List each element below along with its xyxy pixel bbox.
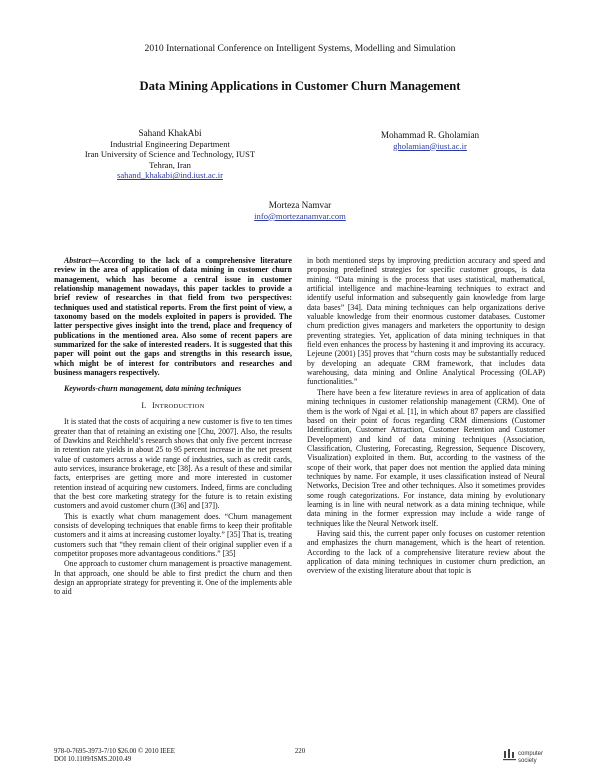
left-column (54, 256, 292, 598)
keywords: Keywords-churn management, data mining techniques (64, 384, 242, 394)
conference-header: 2010 International Conference on Intelligent Systems, Modelling and Simulation (144, 43, 456, 54)
body-paragraph: Having said this, the current paper only focuses on customer retention and emphasizes the churn management, which is the heart of retention. According to the lack of a comprehensive literature review about the application of data mining techniques in customer churn prediction, an overview of the existing literature about that topic is (307, 528, 545, 576)
paper-title: Data Mining Applications in Customer Churn Management (139, 79, 461, 93)
author-email-link[interactable]: info@mortezanamvar.com (254, 210, 346, 221)
author-name: Morteza Namvar (268, 200, 332, 210)
author-name: Sahand KhakAbi (138, 128, 202, 138)
ieee-computer-society-logo (500, 748, 556, 770)
author-affiliation: Iran University of Science and Technology, IUST (84, 149, 256, 160)
author-block-1 (60, 128, 280, 181)
author-affiliation: Industrial Engineering Department (110, 138, 230, 149)
section-heading: I. INTRODUCTION (141, 400, 205, 410)
body-paragraph: in both mentioned steps by improving prediction accuracy and speed and proposing predefined strategies for specific customer groups, is data mining. “Data mining is the process that uses statistical, mathematical, artificial intelligence and machine-learning techniques to extract and identify useful information and subsequently gain knowledge from large data bases” [34]. Data mining techniques can help organizations derive valuable knowledge from their enormous customer databases. Customer churn prediction gives managers and marketers the opportunity to design preventing strategies. Yet, application of data mining techniques in that field even enhances the process by hastening it and improving its accuracy. Lejeune (2001) [35] proves that “churn costs may be substantially reduced by developing an adequate CRM framework, that includes data warehousing, data mining and Online Analytical Processing (OLAP) functionalities.” (307, 256, 545, 387)
abstract-text: According to the lack of a comprehensive literature review in the area of application of data mining in customer churn management, which has become a central issue in customer relationship management nowadays, this paper tackles to provide a brief review of researches in that field from two perspectives: techniques used and statistical reports. From the first point of view, a taxonomy based on the models exploited in papers is provided. The latter perspective gives insight into the trend, place and frequency of publications in the mentioned area. Also some of recent papers are summarized for the sake of interested readers. It is suggested that this paper will point out the gaps and strengths in this research issue, which might be of interest for contributors and researches and business managers respectively. (54, 256, 292, 378)
author-affiliation: Tehran, Iran (149, 159, 191, 170)
author-name: Mohammad R. Gholamian (380, 130, 480, 140)
abstract-label: Abstract— (64, 256, 99, 265)
body-paragraph: This is exactly what churn management does. “Churn management consists of developing techniques that enable firms to keep their profitable customers and it aims at increasing customer loyalty.” [35] That is, treating customers such that “they remain client of their original supplier even if a competitor proposes more advantageous conditions.” [35] (54, 511, 292, 558)
author-block-2 (320, 130, 540, 151)
footer-doi: DOI 10.1109/ISMS.2010.49 (54, 756, 132, 764)
body-paragraph: One approach to customer churn management is proactive management. In that approach, one should be able to first predict the churn and then design an appropriate strategy for preventing it. One of the implements able to aid (54, 559, 292, 597)
author-email-link[interactable]: sahand_khakabi@ind.iust.ac.ir (117, 170, 223, 181)
right-column (307, 256, 545, 577)
author-email-link[interactable]: gholamian@iust.ac.ir (393, 140, 467, 151)
page-number: 220 (294, 748, 306, 755)
body-paragraph: It is stated that the costs of acquiring a new customer is five to ten times greater than that of retaining an existing one [Chu, 2007]. Also, the results of Dawkins and Reichheld’s research shows that only five percent increase in retention rate yields in about 25 to 95 percent increase in the net present value of customers across a wide range of industries, such as credit cards, auto services, insurance brokerage, etc [38]. As a result of these and similar facts, enterprises are getting more and more interested in customer retention instead of acquiring new customers. Indeed, firms are concluding that the best core marketing strategy for the future is to retain existing customers and avoid customer churn ([36] and [37]). (54, 417, 292, 511)
footer-isbn: 978-0-7695-3973-7/10 $26.00 © 2010 IEEE (54, 748, 175, 755)
logo-text: computer society (518, 751, 544, 764)
body-paragraph: There have been a few literature reviews in area of application of data mining techniques in customer relationship management (CRM). One of them is the work of Ngai et al. [1], in which about 87 papers are classified based on their point of focus regarding CRM dimensions (Customer Identification, Customer Attraction, Customer Retention and Customer Development) and kind of data mining techniques (Association, Classification, Clustering, Forecasting, Regression, Sequence Discovery, Visualization) exploited in them. But, according to the vastness of the scope of their work, that paper does not mention the applied data mining techniques by name. For example, it uses classification instead of Neural Networks, Decision Tree and other techniques. Also it sometimes provides some rough categorizations. For instance, data mining by evolutionary learning is in line with neural network as a data mining technique, while data mining in the former expression may include a wide range of techniques like the Neural Network itself. (307, 387, 545, 528)
abstract (54, 256, 292, 377)
footer-copyright (54, 748, 175, 765)
author-block-3 (190, 200, 410, 221)
